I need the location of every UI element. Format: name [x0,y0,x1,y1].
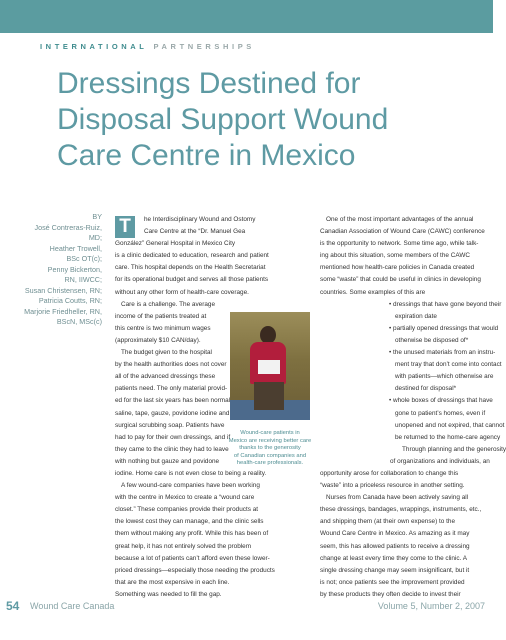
author-byline [4,212,102,328]
title-line: Care Centre in Mexico [57,139,356,172]
photo-caption [221,430,319,468]
text-line: them without making any profit. While this has been of [115,530,269,538]
byline-line: MD; [88,233,102,242]
text-line: • partially opened dressings that would [389,324,499,332]
text-line: great help, it has not entirely solved the problem [115,542,252,550]
text-line: saline, tape, gauze, povidone iodine and [115,409,230,417]
text-line: because a lot of patients can’t afford even these lower- [115,554,270,562]
text-line: change at least every time they come to the clinic. A [320,554,468,562]
text-line: closet.” These companies provide their products at [115,506,259,514]
text-line: by these products they often decide to invest their [320,590,461,598]
text-line: (approximately $10 CAN/day). [115,336,201,344]
page-number: 54 [6,599,20,613]
text-line: be returned to the home-care agency [395,433,501,441]
text-line: • the unused materials from an instru- [389,349,496,357]
text-line: Canadian Association of Wound Care (CAWC) conference [320,228,485,236]
caption-line: thanks to the generosity [239,445,301,451]
text-line: destined for disposal* [395,385,457,393]
text-line: is the opportunity to network. Some time ago, while talk- [320,240,479,248]
patient-photo [230,312,310,420]
text-line: that are the most expensive in each line. [115,578,230,586]
text-line: these dressings, bandages, wrappings, instruments, etc., [320,506,482,514]
title-line: Disposal Support Wound [57,103,389,136]
text-line: Care is a challenge. The average [121,300,216,308]
text-line: he Interdisciplinary Wound and Ostomy [144,216,256,223]
drop-cap: T [115,216,135,238]
text-line: priced dressings—especially those needing the products [115,566,275,574]
journal-name: Wound Care Canada [30,601,115,611]
caption-line: Mexico are receiving better care [228,437,312,444]
text-line: with patients—which otherwise are [395,373,494,381]
byline-line: BScN, MSc(c) [56,317,102,326]
text-line: without any other form of health-care coverage. [115,288,249,296]
patient-figure [248,326,288,406]
section-word-partnerships: PARTNERSHIPS [153,42,255,51]
text-line: One of the most important advantages of the annual [326,216,474,223]
text-line: is not; once patients see the improvement provided [320,578,465,586]
text-line: income of the patients treated at [115,312,207,320]
article-column-2 [320,214,506,601]
article-title [57,66,487,174]
text-line: with the centre in Mexico to create a “wound care [115,494,255,502]
text-line: with nothing but gauze and povidone [115,457,220,465]
section-label [40,42,255,51]
text-line: unopened and not expired, that cannot [395,421,505,429]
byline-line: Heather Trowell, [49,243,102,253]
text-line: ment tray that don’t come into contact [395,361,502,369]
text-line: countries. Some examples of this are [320,288,426,296]
text-line: gone to patient’s homes, even if [395,409,486,417]
text-line: of organizations and individuals, an [390,457,490,465]
byline-line: BY [92,212,102,221]
text-line: Wound Care Centre in Mexico. As amazing as it may [320,530,470,538]
text-line: opportunity arose for collaboration to change this [320,469,459,477]
text-line: The budget given to the hospital [121,349,212,357]
text-line: • dressings that have gone beyond their [389,300,502,308]
text-line: otherwise be disposed of* [395,336,469,344]
byline-line: RN, IIWCC; [64,275,102,284]
text-line: surgical scrubbing soap. Patients have [115,421,225,429]
header-bar [0,0,493,33]
text-line: seem, this has allowed patients to receive a dressing [320,542,470,550]
text-line: the lowest cost they can manage, and the clinic sells [115,518,264,526]
byline-line: Patricia Coutts, RN; [38,296,102,305]
text-line: Nurses from Canada have been actively saving all [326,494,469,502]
byline-line: Susan Christensen, RN; [24,285,102,295]
byline-line: Penny Bickerton, [47,264,102,274]
byline-line: José Contreras-Ruiz, [34,222,102,232]
byline-line: Marjorie Friedheller, RN, [24,306,102,316]
text-line: ed for the last six years has been normal [115,397,231,405]
text-line: had to pay for their own dressings, and if [115,433,231,441]
text-line: for its operational budget and serves all those patients [115,276,269,284]
text-line: ing about this situation, some members of the CAWC [320,252,471,260]
text-line: is a clinic dedicated to education, research and patient [115,252,269,260]
text-line: “waste” into a priceless resource in another setting. [320,482,465,490]
text-line: patients need. The only material provid- [115,385,228,393]
text-line: A few wound-care companies have been working [121,482,260,490]
caption-line: Wound-care patients in [240,430,300,436]
text-line: iodine. Home care is not even close to being a reality. [115,469,267,477]
text-line: some “waste” that could be useful in clinics in developing [320,276,481,284]
text-line: Through planning and the generosity [402,445,506,453]
text-line: they came to the clinic they had to leave [115,445,229,453]
text-line: Something was needed to fill the gap. [115,590,222,598]
issue-info: Volume 5, Number 2, 2007 [377,601,485,611]
text-line: Care Centre at the “Dr. Manuel Gea [144,228,246,236]
title-line: Dressings Destined for [57,67,361,100]
caption-line: health-care professionals. [236,460,304,466]
text-line: this centre is two minimum wages [115,324,211,332]
page-footer [0,597,493,615]
text-line: and shipping them (at their own expense) to the [320,518,455,526]
text-line: all of the advanced dressings these [115,373,216,381]
text-line: care. This hospital depends on the Health Secretariat [115,264,266,272]
text-line: expiration date [395,312,437,320]
text-line: by the health authorities does not cover [115,361,227,369]
text-line: González” General Hospital in Mexico City [115,240,236,248]
caption-line: of Canadian companies and [233,452,307,459]
byline-line: BSc OT(c); [66,254,102,263]
text-line: • whole boxes of dressings that have [389,397,493,405]
text-line: mentioned how health-care policies in Canada created [320,264,475,272]
section-word-international: INTERNATIONAL [40,42,148,51]
text-line: single dressing change may seem insignificant, but it [320,566,470,574]
